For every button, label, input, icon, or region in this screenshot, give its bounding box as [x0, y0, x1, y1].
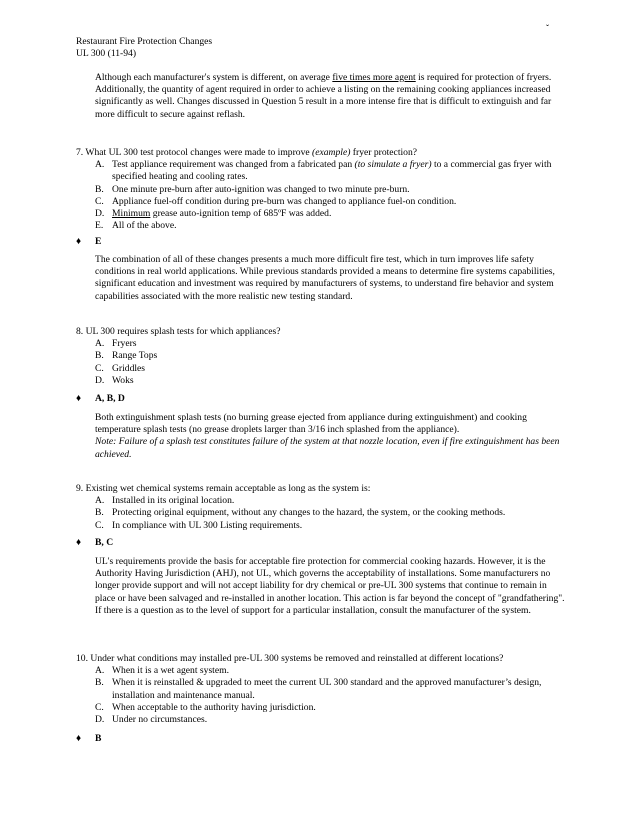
question-10 — [76, 653, 566, 726]
option-b: B. When it is reinstalled & upgraded to meet the current UL 300 standard and the approved manufacturer’s design, installation and maintenance manual. — [95, 677, 542, 701]
emphasis-underline: five times more agent — [332, 72, 416, 83]
option-a: A. When it is a wet agent system. — [95, 665, 229, 677]
intro-paragraph: Although each manufacturer's system is different, on average five times more agent is required for protection of fryers. Additionally, the quantity of agent required in order to achieve a listing on the remaining cooking appliances increased significantly as well. Changes discussed in Question 5 result in a more intense fire that is difficult to extinguish and far more difficult to secure against reflash. — [95, 72, 552, 120]
answer-text: E — [95, 236, 102, 247]
option-c: C. Griddles — [95, 362, 146, 374]
option-d: D. Woks — [95, 374, 134, 386]
option-a: A. Fryers — [95, 338, 137, 350]
option-c: C. In compliance with UL 300 Listing requirements. — [95, 519, 303, 531]
question-text: 7. What UL 300 test protocol changes were made to improve (example) fryer protection? — [76, 147, 417, 158]
header-title: Restaurant Fire Protection Changes — [76, 36, 213, 47]
option-c: C. Appliance fuel-off condition during pre-burn was changed to appliance fuel-on condition. — [95, 195, 457, 207]
explanation-9: UL's requirements provide the basis for acceptable fire protection for commercial cooking hazards. However, it is the Authority Having Jurisdiction (AHJ), not UL, which governs the acceptability of installations. Some manufacturers no longer provide support and will not accept liability for dry chemical or pre-UL 300 systems that continue to remain in place or have been salvaged and re-installed in another location. This action is far beyond the concept of "grandfathering". If there is a question as to the level of support for a particular installation, consult the manufacturer of the system. — [95, 556, 565, 616]
question-7 — [76, 147, 566, 232]
answer-10 — [76, 733, 101, 745]
note-text: Note: Failure of a splash test constitutes failure of the system at that nozzle location, even if fire extinguishment has been achieved. — [95, 436, 560, 460]
option-d: D. Under no circumstances. — [95, 714, 208, 726]
question-text: 8. UL 300 requires splash tests for which appliances? — [76, 326, 281, 337]
answer-7 — [76, 236, 101, 248]
diamond-bullet-icon: ♦ — [76, 733, 82, 744]
explanation-7: The combination of all of these changes presents a much more difficult fire test, which in turn improves life safety conditions in real world applications. While previous standards provided a means to determine fire systems capabilities, significant education and investment was required by manufacturers of systems, to understand fire behavior and system capabilities associated with the more realistic new testing standard. — [95, 254, 555, 302]
corner-mark: ˇ — [546, 23, 549, 33]
answer-text: B, C — [95, 537, 114, 548]
diamond-bullet-icon: ♦ — [76, 537, 82, 548]
header-subtitle: UL 300 (11-94) — [76, 48, 137, 60]
question-text: 9. Existing wet chemical systems remain acceptable as long as the system is: — [76, 483, 371, 494]
answer-text: A, B, D — [95, 393, 125, 404]
answer-9 — [76, 537, 113, 549]
answer-8 — [76, 393, 125, 405]
question-text: 10. Under what conditions may installed pre-UL 300 systems be removed and reinstalled at different locations? — [76, 653, 504, 664]
option-a: A. Installed in its original location. — [95, 495, 235, 507]
answer-text: B — [95, 733, 102, 744]
question-9 — [76, 483, 566, 532]
option-b: B. One minute pre-burn after auto-ignition was changed to two minute pre-burn. — [95, 183, 410, 195]
option-b: B. Range Tops — [95, 350, 158, 362]
option-d: D. Minimum grease auto-ignition temp of 685ºF was added. — [95, 208, 332, 220]
explanation-8: Both extinguishment splash tests (no burning grease ejected from appliance during extinguishment) and cooking temperature splash tests (no grease droplets larger than 3/16 inch splashed from the appliance). Note: Failure of a splash test constitutes failure of the system at that nozzle location, even if fire extinguishment has been achieved. — [95, 412, 567, 461]
option-b: B. Protecting original equipment, without any changes to the hazard, the system, or the cooking methods. — [95, 507, 506, 519]
option-c: C. When acceptable to the authority having jurisdiction. — [95, 701, 316, 713]
question-8 — [76, 326, 566, 387]
diamond-bullet-icon: ♦ — [76, 393, 82, 404]
option-a: A. Test appliance requirement was changed from a fabricated pan (to simulate a fryer) to a commercial gas fryer with specified heating and cooling rates. — [95, 159, 552, 183]
option-e: E. All of the above. — [95, 220, 177, 232]
diamond-bullet-icon: ♦ — [76, 236, 82, 247]
document-header — [76, 36, 212, 60]
